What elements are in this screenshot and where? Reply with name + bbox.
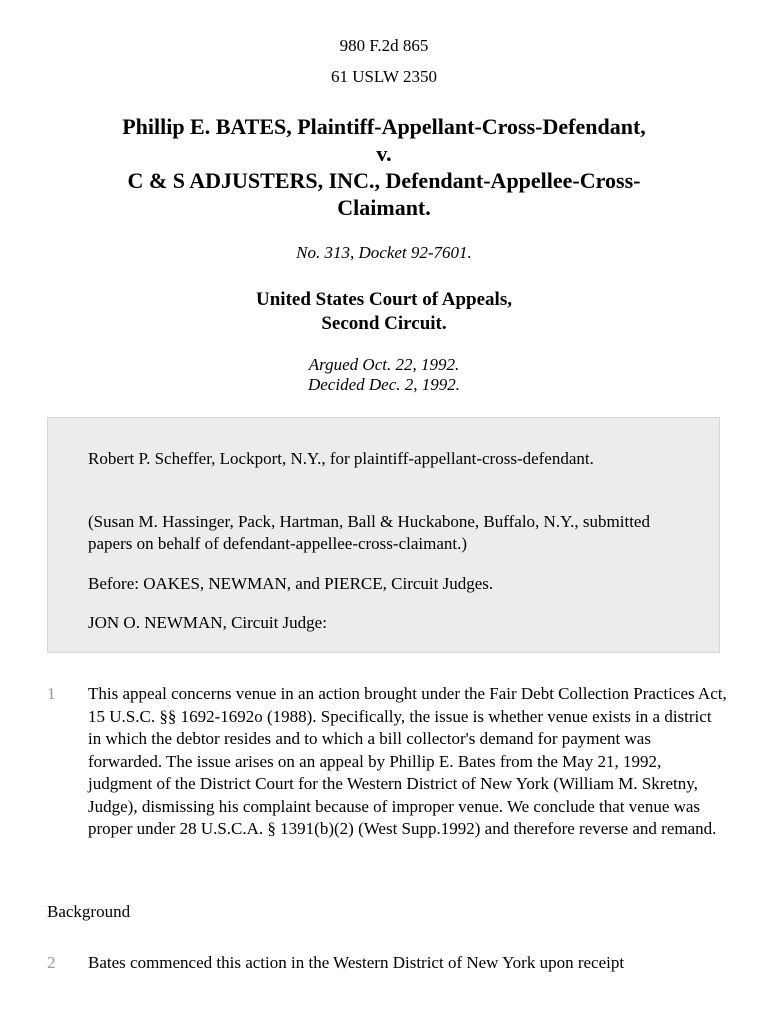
caption-defendant: C & S ADJUSTERS, INC., Defendant-Appellee-Cross- — [127, 168, 641, 193]
argued-date: Argued Oct. 22, 1992. — [308, 355, 460, 374]
counsel-defendant: (Susan M. Hassinger, Pack, Hartman, Ball & Huckabone, Buffalo, N.Y., submitted papers on behalf of defendant-appellee-cross-claimant.) — [88, 512, 650, 553]
citation-line-2: 61 USLW 2350 — [330, 67, 438, 86]
paragraph-text: Bates commenced this action in the Western District of New York upon receipt — [88, 953, 625, 972]
paragraph-text: This appeal concerns venue in an action brought under the Fair Debt Collection Practices Act, 15 U.S.C. §§ 1692-1692o (1988). Specifically, the issue is whether venue exists in a district in which the debtor resides and to which a bill collector's demand for payment was forwarded. The issue arises on an appeal by Phillip E. Bates from the May 21, 1992, judgment of the District Court for the Western District of New York (William M. Skretny, Judge), dismissing his complaint because of improper venue. We conclude that venue was proper under 28 U.S.C.A. § 1391(b)(2) (West Supp.1992) and therefore reverse and remand. — [88, 684, 727, 838]
counsel-plaintiff: Robert P. Scheffer, Lockport, N.Y., for plaintiff-appellant-cross-defendant. — [88, 449, 594, 468]
court-name-line-2: Second Circuit. — [321, 313, 447, 334]
case-dates — [0, 355, 768, 395]
court-name — [0, 288, 768, 336]
caption-versus: v. — [376, 141, 392, 166]
caption-defendant-cont: Claimant. — [337, 195, 431, 220]
court-name-line-1: United States Court of Appeals, — [256, 289, 512, 310]
caption-plaintiff: Phillip E. BATES, Plaintiff-Appellant-Cross-Defendant, — [122, 114, 646, 139]
opinion-author: JON O. NEWMAN, Circuit Judge: — [88, 613, 327, 632]
citation-line-1: 980 F.2d 865 — [339, 36, 429, 55]
paragraph-number[interactable]: 2 — [47, 953, 56, 972]
case-caption — [60, 113, 708, 221]
panel-judges: Before: OAKES, NEWMAN, and PIERCE, Circuit Judges. — [88, 574, 494, 593]
section-heading-background: Background — [47, 902, 131, 921]
docket-number: No. 313, Docket 92-7601. — [296, 243, 472, 262]
counsel-box — [47, 417, 720, 653]
decided-date: Decided Dec. 2, 1992. — [307, 375, 460, 394]
paragraph-number[interactable]: 1 — [47, 684, 56, 703]
